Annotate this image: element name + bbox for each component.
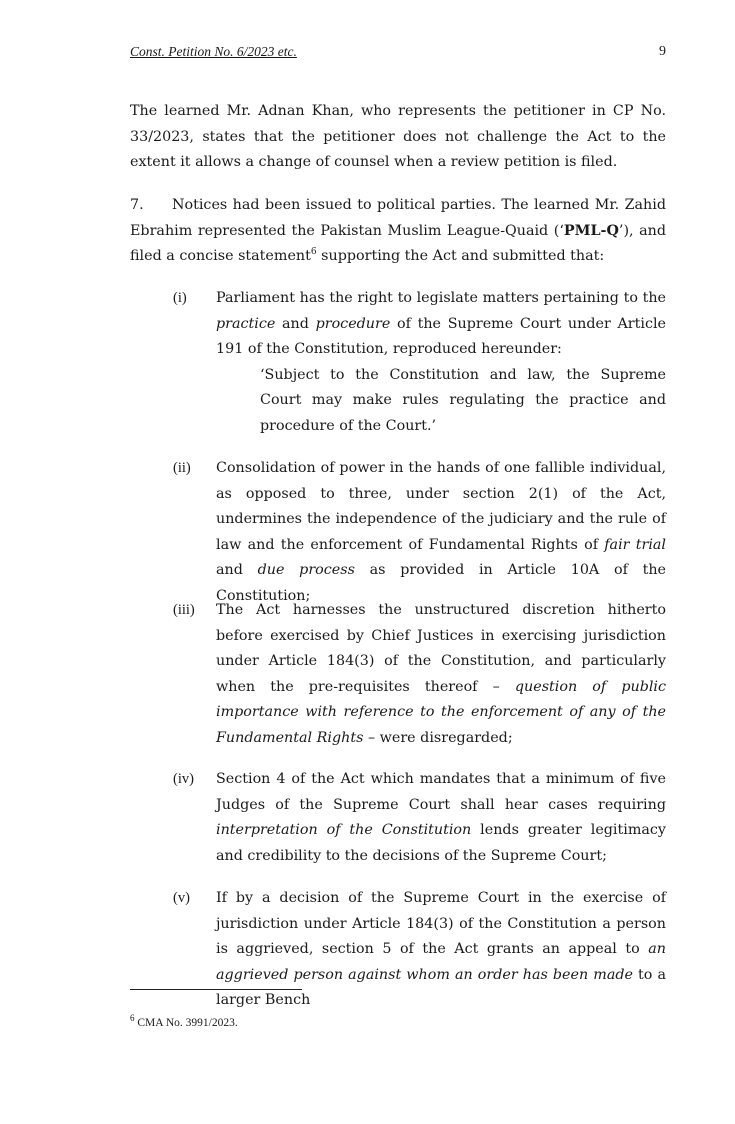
item-text xyxy=(216,456,666,610)
block-quote: ‘Subject to the Constitution and law, the Supreme Court may make rules regulating the practice and procedure of the Court.’ xyxy=(260,366,666,434)
item-emphasis: question of public importance with reference to the enforcement of any of the Fundamental Rights xyxy=(216,678,666,746)
footnote-separator xyxy=(130,989,302,990)
party-abbreviation: PML-Q xyxy=(563,222,619,239)
item-emphasis: procedure xyxy=(315,315,391,332)
paragraph-intro: The learned Mr. Adnan Khan, who represents the petitioner in CP No. 33/2023, states that the petitioner does not challenge the Act to the extent it allows a change of counsel when a review petition is filed. xyxy=(130,103,666,171)
item-text xyxy=(216,886,666,1014)
item-text-segment: and xyxy=(216,562,258,579)
item-emphasis: fair trial xyxy=(604,536,667,553)
item-numeral: (iv) xyxy=(173,771,194,787)
paragraph-number: 7. xyxy=(130,197,144,213)
item-numeral: (v) xyxy=(173,890,190,906)
running-header xyxy=(130,44,666,64)
item-numeral: (iii) xyxy=(173,602,195,618)
item-text xyxy=(216,286,666,440)
item-text xyxy=(216,598,666,752)
footnote xyxy=(130,1013,238,1029)
item-text-segment: If by a decision of the Supreme Court in the exercise of jurisdiction under Article 184(3) of the Constitution a person is aggrieved, section 5 of the Act grants an appeal to xyxy=(216,890,666,958)
item-text-segment: to a larger Bench xyxy=(216,966,666,1009)
item-text-segment: Parliament has the right to legislate matters pertaining to the xyxy=(216,290,666,306)
footnote-reference: 6 xyxy=(310,247,317,258)
item-numeral: (i) xyxy=(173,290,187,306)
case-citation: Const. Petition No. 6/2023 etc. xyxy=(130,44,297,59)
para7-text-c: supporting the Act and submitted that: xyxy=(316,248,605,265)
item-emphasis: an aggrieved person against whom an order has been made xyxy=(216,941,666,983)
footnote-text: CMA No. 3991/2023. xyxy=(134,1017,238,1029)
para7-text-a: Notices had been issued to political parties. The learned Mr. Zahid Ebrahim represented the Pakistan Muslim League-Quaid (‘ xyxy=(130,197,666,239)
item-text-segment: of the Supreme Court under Article 191 of the Constitution, reproduced hereunder: xyxy=(216,315,666,358)
item-text-segment: and xyxy=(275,315,316,332)
item-text xyxy=(216,767,666,869)
item-text-segment: as provided in Article 10A of the Constitution; xyxy=(216,562,667,604)
paragraph-7 xyxy=(130,193,666,270)
item-text-segment: Consolidation of power in the hands of one fallible individual, as opposed to three, under section 2(1) of the Act, undermines the independence of the judiciary and the rule of law and the enforcement of Fundamental Rights of xyxy=(216,460,666,553)
item-emphasis: due process xyxy=(257,562,355,579)
footnote-marker: 6 xyxy=(130,1013,135,1024)
item-numeral: (ii) xyxy=(173,460,191,476)
item-text-segment: – were disregarded; xyxy=(363,729,513,746)
item-text-segment: lends greater legitimacy and credibility to the decisions of the Supreme Court; xyxy=(216,822,666,864)
item-emphasis: interpretation of the Constitution xyxy=(216,822,472,839)
item-text-segment: Section 4 of the Act which mandates that a minimum of five Judges of the Supreme Court shall hear cases requiring xyxy=(216,771,666,813)
para7-text-b: ’), and filed a concise statement xyxy=(130,222,666,265)
item-emphasis: practice xyxy=(216,315,276,332)
item-text-segment: The Act harnesses the unstructured discretion hitherto before exercised by Chief Justices in exercising jurisdiction under Article 184(3) of the Constitution, and particularly when the pre-requisites thereof – xyxy=(216,602,666,695)
page-number: 9 xyxy=(659,44,666,59)
